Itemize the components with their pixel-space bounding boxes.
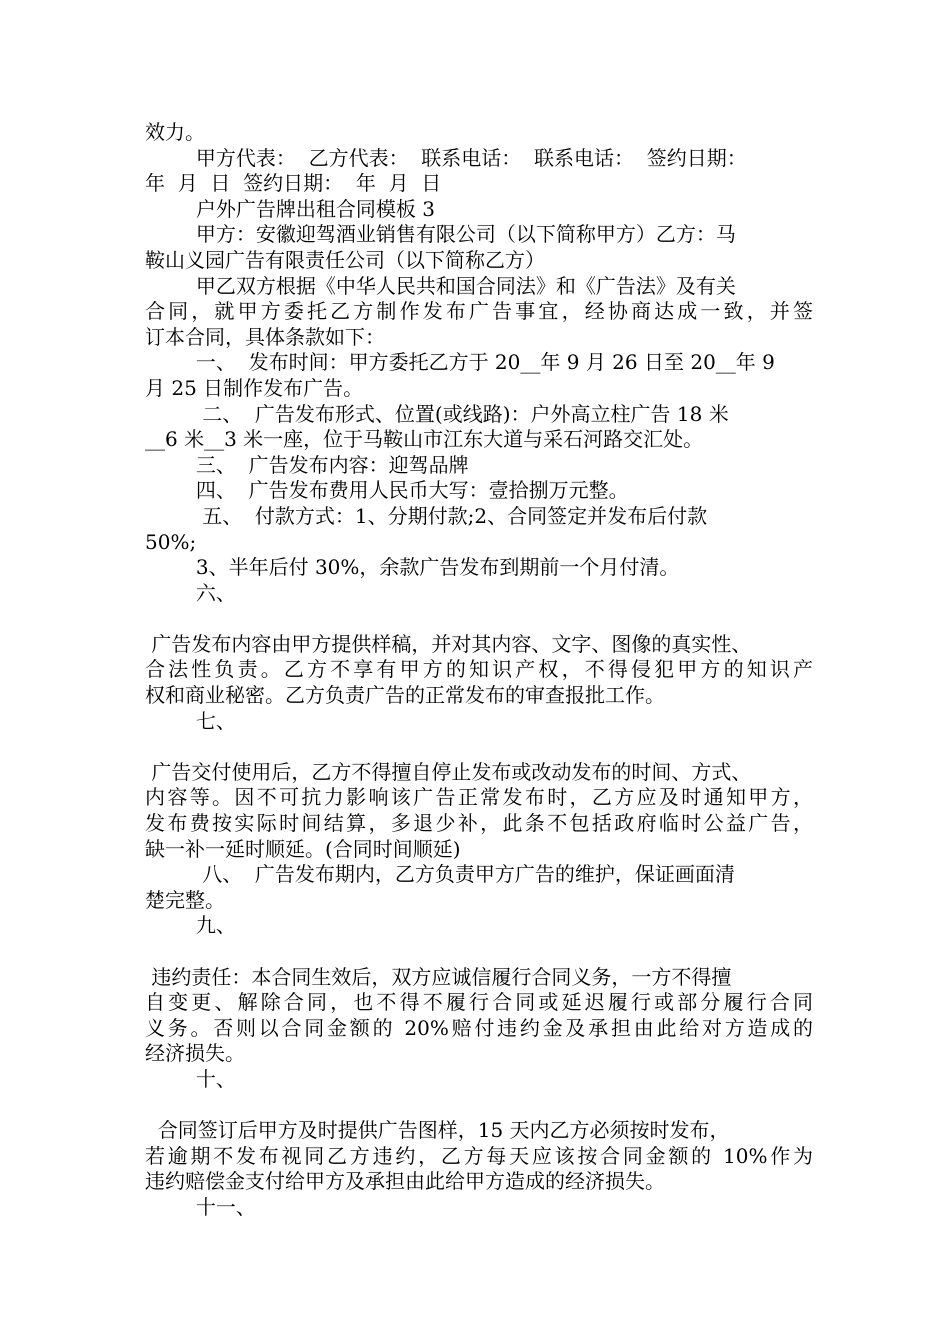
text-line: 权和商业秘密。乙方负责广告的正常发布的审查报批工作。: [145, 683, 665, 708]
text-line: 三、 广告发布内容：迎驾品牌: [145, 452, 469, 477]
text-line: 违约赔偿金支付给甲方及承担由此给甲方造成的经济损失。: [145, 1169, 665, 1194]
text-line: 违约责任：本合同生效后，双方应诚信履行合同义务，一方不得擅: [145, 964, 732, 989]
text-line: 楚完整。: [145, 887, 225, 912]
text-line: 八、 广告发布期内，乙方负责甲方广告的维护，保证画面清: [145, 862, 735, 887]
text-line: __6 米__3 米一座，位于马鞍山市江东大道与采石河路交汇处。: [145, 427, 704, 452]
text-line: 甲乙双方根据《中华人民共和国合同法》和《广告法》及有关: [145, 273, 736, 298]
text-line: 二、 广告发布形式、位置(或线路)：户外高立柱广告 18 米: [145, 401, 729, 426]
text-line: 五、 付款方式：1、分期付款;2、合同签定并发布后付款: [145, 503, 708, 528]
text-line: 年 月 日 签约日期： 年 月 日: [145, 171, 442, 196]
text-line: 发布费按实际时间结算，多退少补，此条不包括政府临时公益广告，: [145, 811, 813, 836]
text-line: 3、半年后付 30%，余款广告发布到期前一个月付清。: [145, 555, 680, 580]
text-line: 广告发布内容由甲方提供样稿，并对其内容、文字、图像的真实性、: [145, 631, 752, 656]
text-line: 七、: [145, 708, 236, 733]
text-line: 内容等。因不可抗力影响该广告正常发布时，乙方应及时通知甲方，: [145, 785, 813, 810]
text-line: 合法性负责。乙方不享有甲方的知识产权，不得侵犯甲方的知识产: [145, 657, 813, 682]
text-line: 广告交付使用后，乙方不得擅自停止发布或改动发布的时间、方式、: [145, 759, 752, 784]
text-line: 九、: [145, 913, 236, 938]
text-line: 户外广告牌出租合同模板 3: [145, 196, 435, 221]
text-line: 月 25 日制作发布广告。: [145, 375, 364, 400]
text-line: 效力。: [145, 120, 205, 144]
text-line: 若逾期不发布视同乙方违约，乙方每天应该按合同金额的 10%作为: [145, 1143, 813, 1168]
text-line: [145, 606, 813, 632]
text-line: 50%;: [145, 529, 197, 554]
text-line: [145, 1093, 813, 1119]
text-line: 订本合同，具体条款如下：: [145, 324, 385, 349]
text-line: 经济损失。: [145, 1041, 245, 1066]
text-line: 一、 发布时间：甲方委托乙方于 20__年 9 月 26 日至 20__年 9: [145, 350, 775, 375]
contract-text: [145, 120, 813, 1221]
text-line: [145, 734, 813, 760]
text-line: 十一、: [145, 1194, 256, 1219]
text-line: 甲方代表： 乙方代表： 联系电话： 联系电话： 签约日期：: [145, 145, 747, 170]
text-line: 六、: [145, 580, 236, 605]
text-line: 合同，就甲方委托乙方制作发布广告事宜，经协商达成一致，并签: [145, 299, 813, 324]
text-line: 甲方：安徽迎驾酒业销售有限公司（以下简称甲方）乙方：马: [145, 222, 736, 247]
text-line: [145, 939, 813, 965]
text-line: 十、: [145, 1066, 236, 1091]
text-line: 四、 广告发布费用人民币大写：壹拾捌万元整。: [145, 478, 629, 503]
text-line: 鞍山义园广告有限责任公司（以下简称乙方）: [145, 247, 545, 272]
text-line: 合同签订后甲方及时提供广告图样，15 天内乙方必须按时发布，: [145, 1118, 730, 1143]
text-line: 义务。否则以合同金额的 20%赔付违约金及承担由此给对方造成的: [145, 1015, 813, 1040]
text-line: 缺一补一延时顺延。(合同时间顺延): [145, 836, 461, 861]
text-line: 自变更、解除合同，也不得不履行合同或延迟履行或部分履行合同: [145, 990, 813, 1015]
